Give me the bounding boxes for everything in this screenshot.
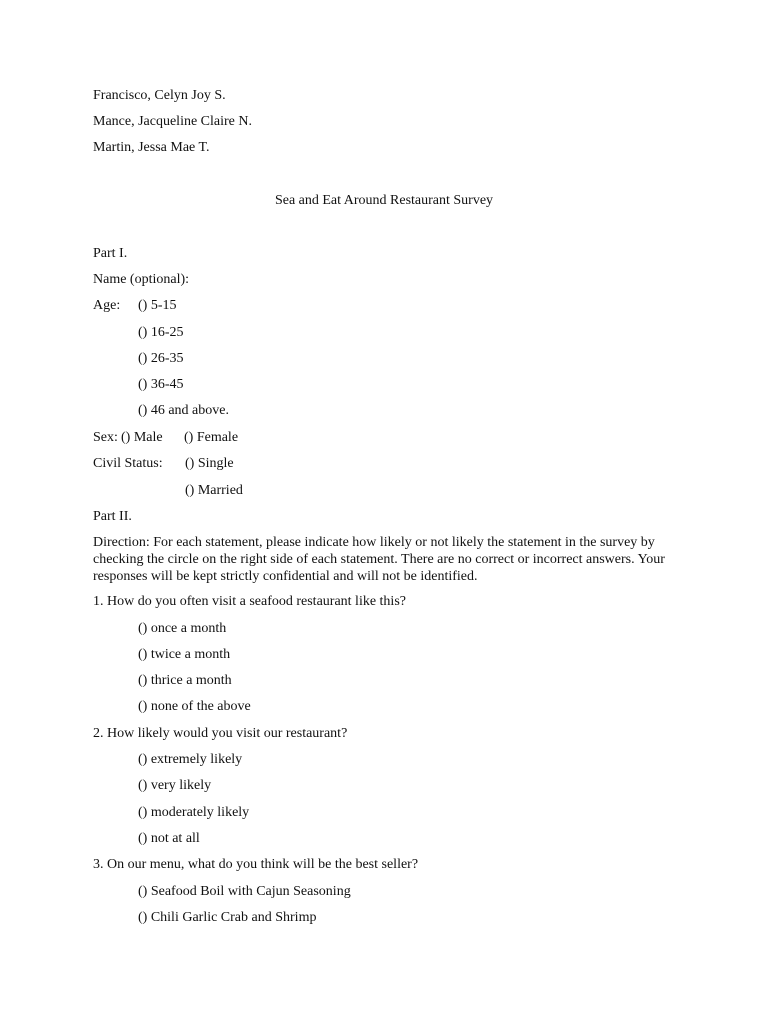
age-option[interactable]: () 26-35 [138, 351, 184, 366]
sex-option-female[interactable]: () Female [184, 430, 239, 445]
directions-paragraph: Direction: For each statement, please indicate how likely or not likely the statement in the survey by checking the circle on the right side of each statement. There are no correct or incorrect answers. Your responses will be kept strictly confidential and will not be identified. [93, 535, 665, 584]
answer-option[interactable]: () Chili Garlic Crab and Shrimp [138, 910, 317, 925]
answer-option[interactable]: () thrice a month [138, 673, 232, 688]
civil-status-label: Civil Status: [93, 456, 163, 471]
answer-option[interactable]: () not at all [138, 831, 200, 846]
author-name: Francisco, Celyn Joy S. [93, 88, 226, 103]
answer-option[interactable]: () Seafood Boil with Cajun Seasoning [138, 884, 351, 899]
question-text: 2. How likely would you visit our restaurant? [93, 726, 348, 741]
age-option[interactable]: () 5-15 [138, 298, 177, 313]
age-label: Age: [93, 298, 121, 313]
author-name: Martin, Jessa Mae T. [93, 140, 210, 155]
part-one-heading: Part I. [93, 246, 128, 261]
author-name: Mance, Jacqueline Claire N. [93, 114, 252, 129]
age-option[interactable]: () 16-25 [138, 325, 184, 340]
answer-option[interactable]: () very likely [138, 778, 212, 793]
survey-title: Sea and Eat Around Restaurant Survey [274, 193, 494, 208]
part-two-heading: Part II. [93, 509, 132, 524]
age-option[interactable]: () 36-45 [138, 377, 184, 392]
civil-status-option-married[interactable]: () Married [185, 483, 243, 498]
answer-option[interactable]: () none of the above [138, 699, 251, 714]
civil-status-option-single[interactable]: () Single [185, 456, 234, 471]
question-text: 3. On our menu, what do you think will be the best seller? [93, 857, 419, 872]
age-option[interactable]: () 46 and above. [138, 403, 229, 418]
name-field-label: Name (optional): [93, 272, 190, 287]
sex-option-male[interactable]: () Male [121, 430, 163, 445]
sex-label: Sex: [93, 430, 118, 445]
answer-option[interactable]: () twice a month [138, 647, 231, 662]
answer-option[interactable]: () once a month [138, 621, 227, 636]
answer-option[interactable]: () extremely likely [138, 752, 243, 767]
answer-option[interactable]: () moderately likely [138, 805, 250, 820]
question-text: 1. How do you often visit a seafood restaurant like this? [93, 594, 406, 609]
